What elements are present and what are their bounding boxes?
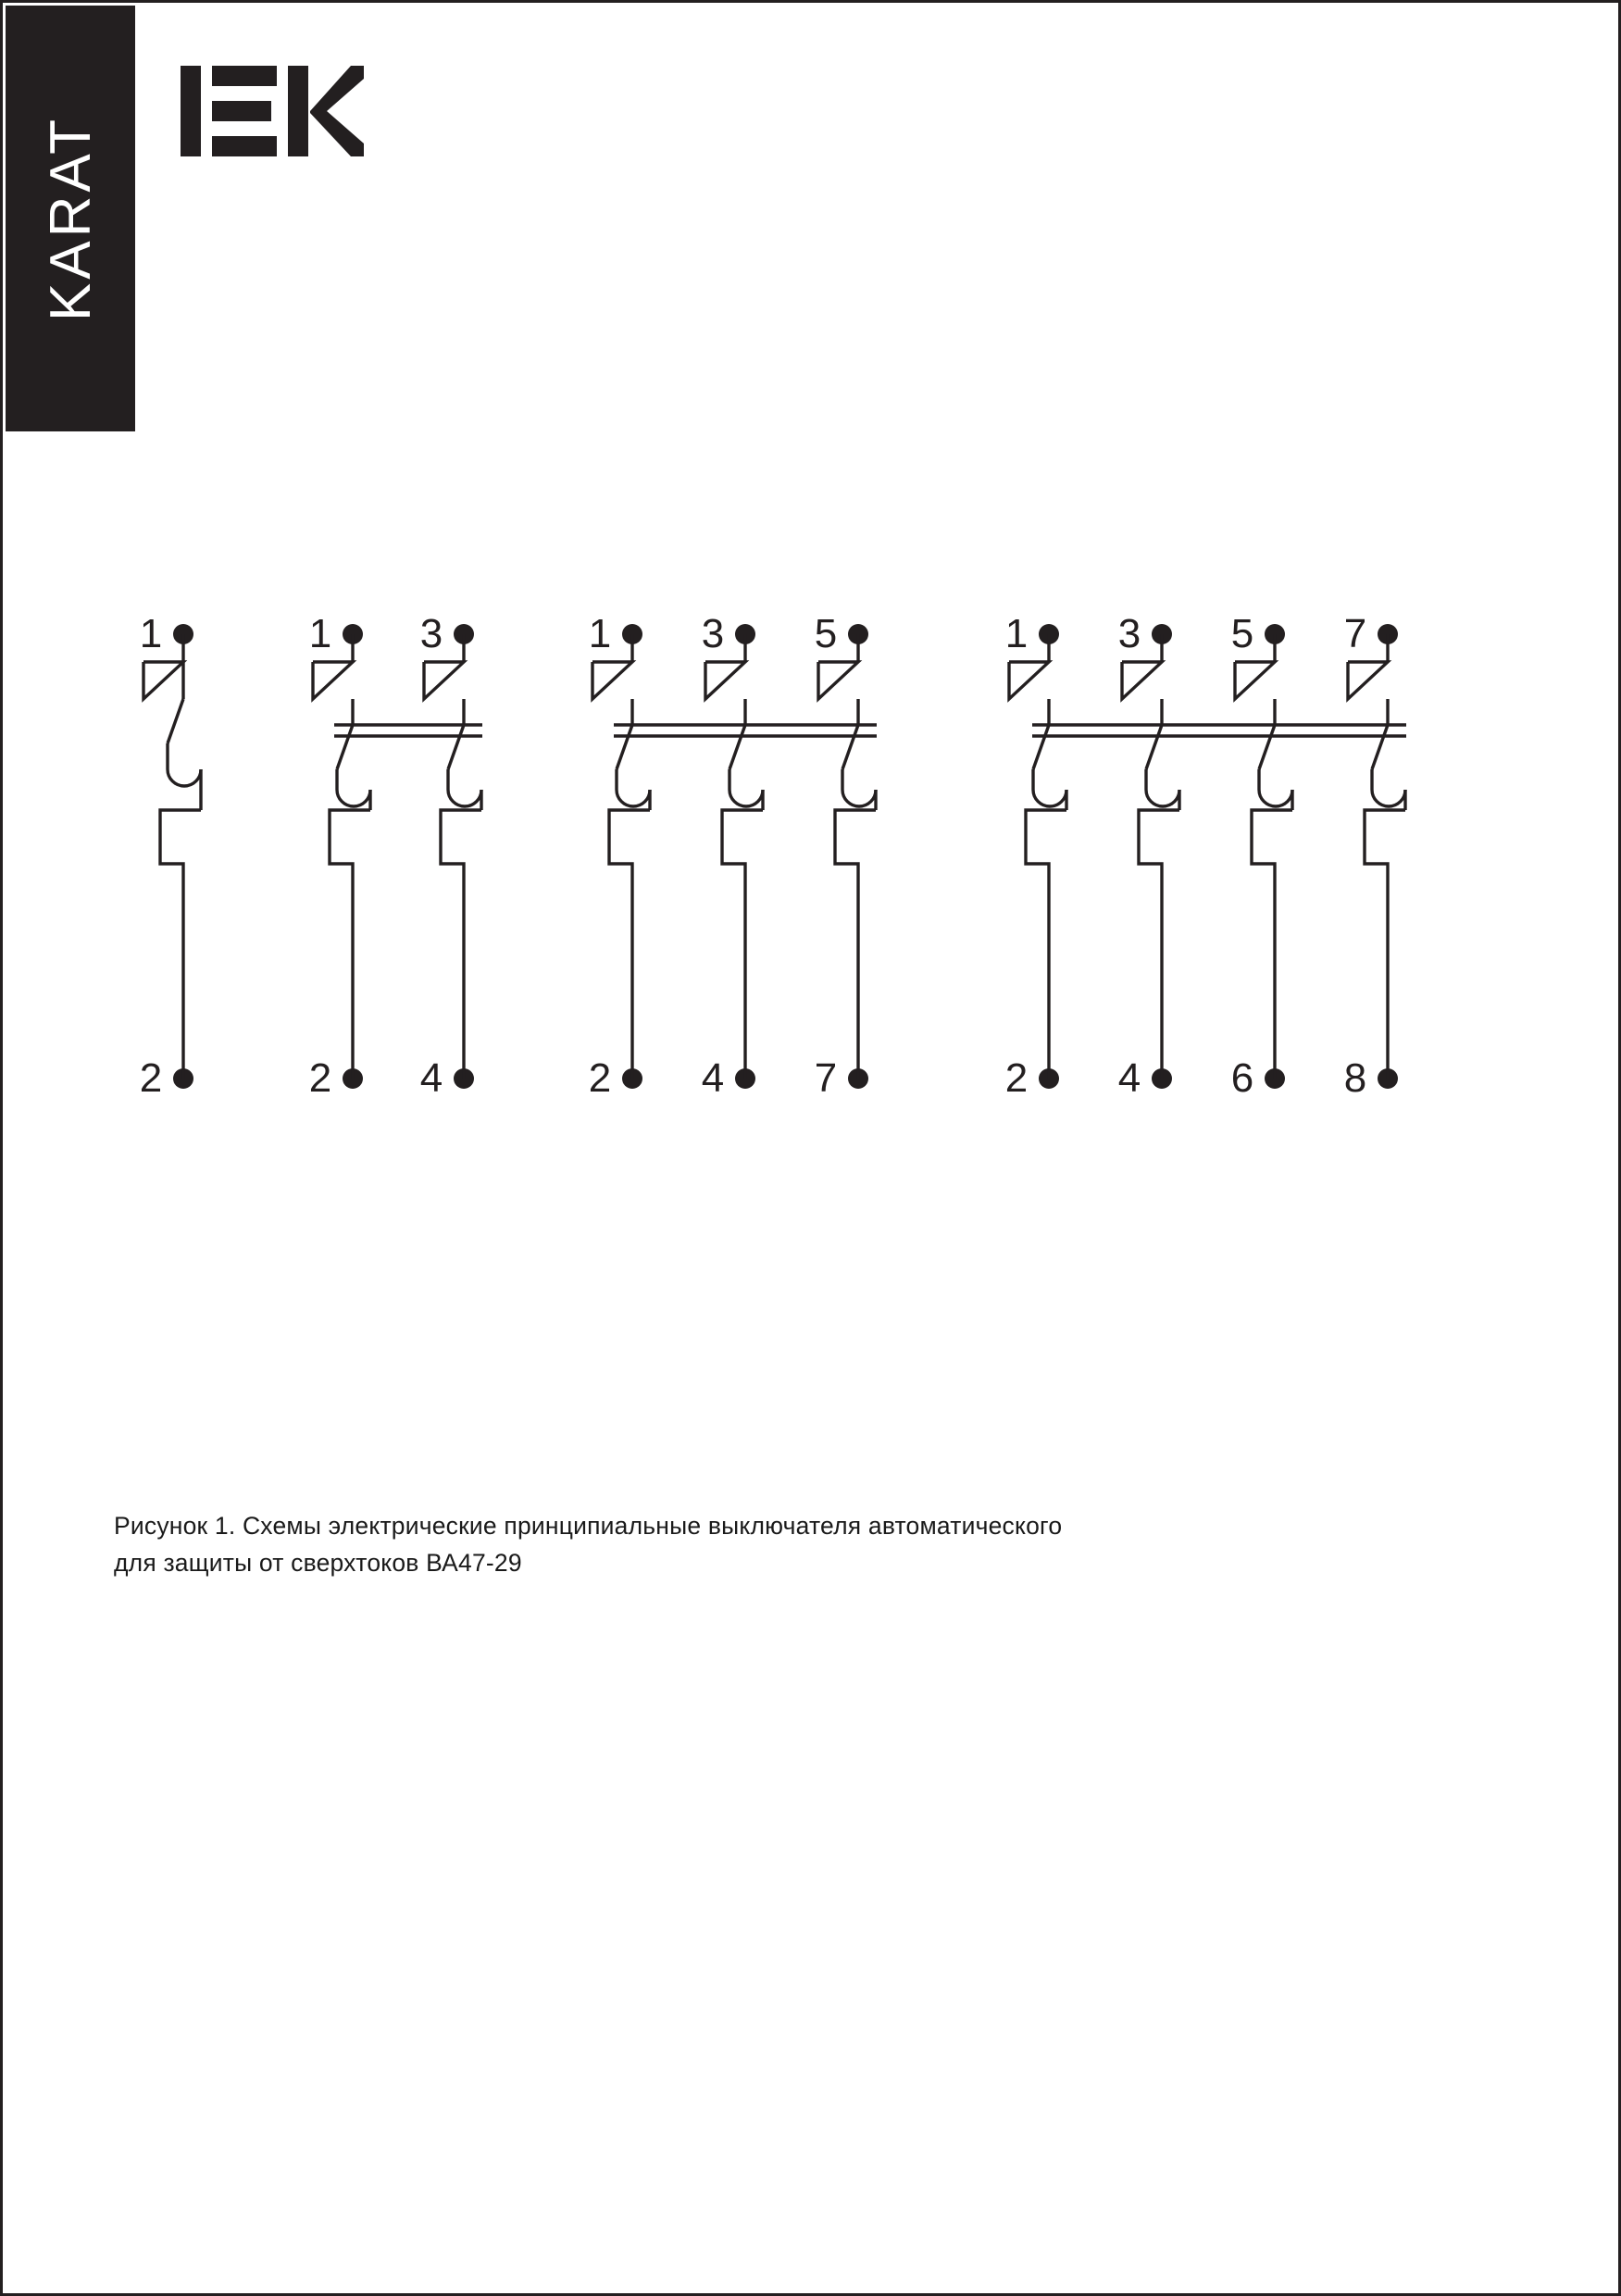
caption-line-2: для защиты от сверхтоков ВА47-29 <box>114 1549 522 1577</box>
svg-text:5: 5 <box>814 611 838 656</box>
terminal-label: 1 <box>139 611 163 656</box>
svg-text:2: 2 <box>1004 1055 1029 1101</box>
svg-text:3: 3 <box>419 611 443 656</box>
iek-logo-icon <box>179 60 364 162</box>
terminal-label: 2 <box>139 1055 163 1101</box>
svg-text:7: 7 <box>814 1055 838 1101</box>
circuit-breaker-schematics <box>123 595 1512 1169</box>
schematic-svg <box>123 595 1512 1169</box>
svg-text:2: 2 <box>588 1055 612 1101</box>
svg-text:1: 1 <box>308 611 332 656</box>
svg-text:4: 4 <box>419 1055 443 1101</box>
svg-text:6: 6 <box>1230 1055 1254 1101</box>
iek-logo <box>179 60 364 162</box>
svg-text:3: 3 <box>1117 611 1141 656</box>
svg-text:5: 5 <box>1230 611 1254 656</box>
svg-text:4: 4 <box>1117 1055 1141 1101</box>
brand-tab-label: KARAT <box>38 115 103 322</box>
svg-text:3: 3 <box>701 611 725 656</box>
figure-caption <box>114 1507 1317 1581</box>
svg-text:4: 4 <box>701 1055 725 1101</box>
svg-text:1: 1 <box>588 611 612 656</box>
caption-line-1: Рисунок 1. Схемы электрические принципиальные выключателя автоматического <box>114 1512 1063 1540</box>
svg-text:1: 1 <box>1004 611 1029 656</box>
svg-text:2: 2 <box>308 1055 332 1101</box>
svg-text:7: 7 <box>1343 611 1367 656</box>
brand-tab <box>6 6 135 431</box>
svg-text:8: 8 <box>1343 1055 1367 1101</box>
